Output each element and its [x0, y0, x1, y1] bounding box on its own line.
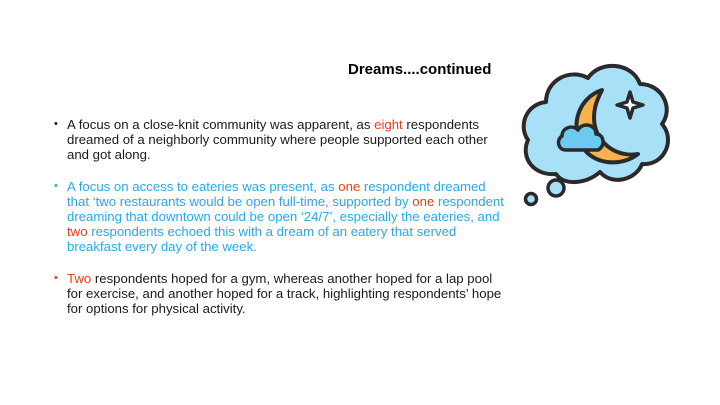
bullet-marker: • [54, 179, 58, 192]
bullet-marker: • [54, 118, 58, 130]
slide-title: Dreams....continued [348, 61, 492, 78]
bullet-item-1 [54, 117, 504, 163]
bullet-list [54, 117, 504, 332]
highlight-count: two [67, 224, 88, 240]
text-segment: respondent dreamed that ‘two restaurants would be open full-time, supported by [67, 178, 486, 209]
bullet-text-1 [67, 117, 488, 162]
bullet-marker: • [54, 271, 58, 284]
dream-cloud-moon-star-icon [516, 54, 676, 214]
text-segment: A focus on a close-knit community was apparent, as [67, 117, 375, 132]
highlight-count: eight [374, 117, 403, 132]
text-segment: A focus on access to eateries was present, as [67, 178, 339, 194]
text-segment: respondents hoped for a gym, whereas another hoped for a lap pool for exercise, and another hoped for a track, highlighting respondents’ hope for options for physical activity. [67, 270, 502, 317]
bullet-item-2 [54, 179, 504, 255]
bullet-text-3 [67, 271, 501, 316]
highlight-count: one [338, 178, 361, 194]
highlight-count: Two [67, 270, 92, 286]
highlight-count: one [412, 193, 435, 209]
bullet-item-3 [54, 271, 504, 317]
bullet-text-2 [67, 179, 504, 255]
text-segment: respondent dreaming that downtown could be open ‘24/7’, especially the eateries, and [67, 193, 504, 225]
text-segment: respondents echoed this with a dream of an eatery that served breakfast every day of the week. [67, 224, 457, 255]
text-segment: respondents dreamed of a neighborly community where people supported each other and got along. [67, 117, 488, 163]
